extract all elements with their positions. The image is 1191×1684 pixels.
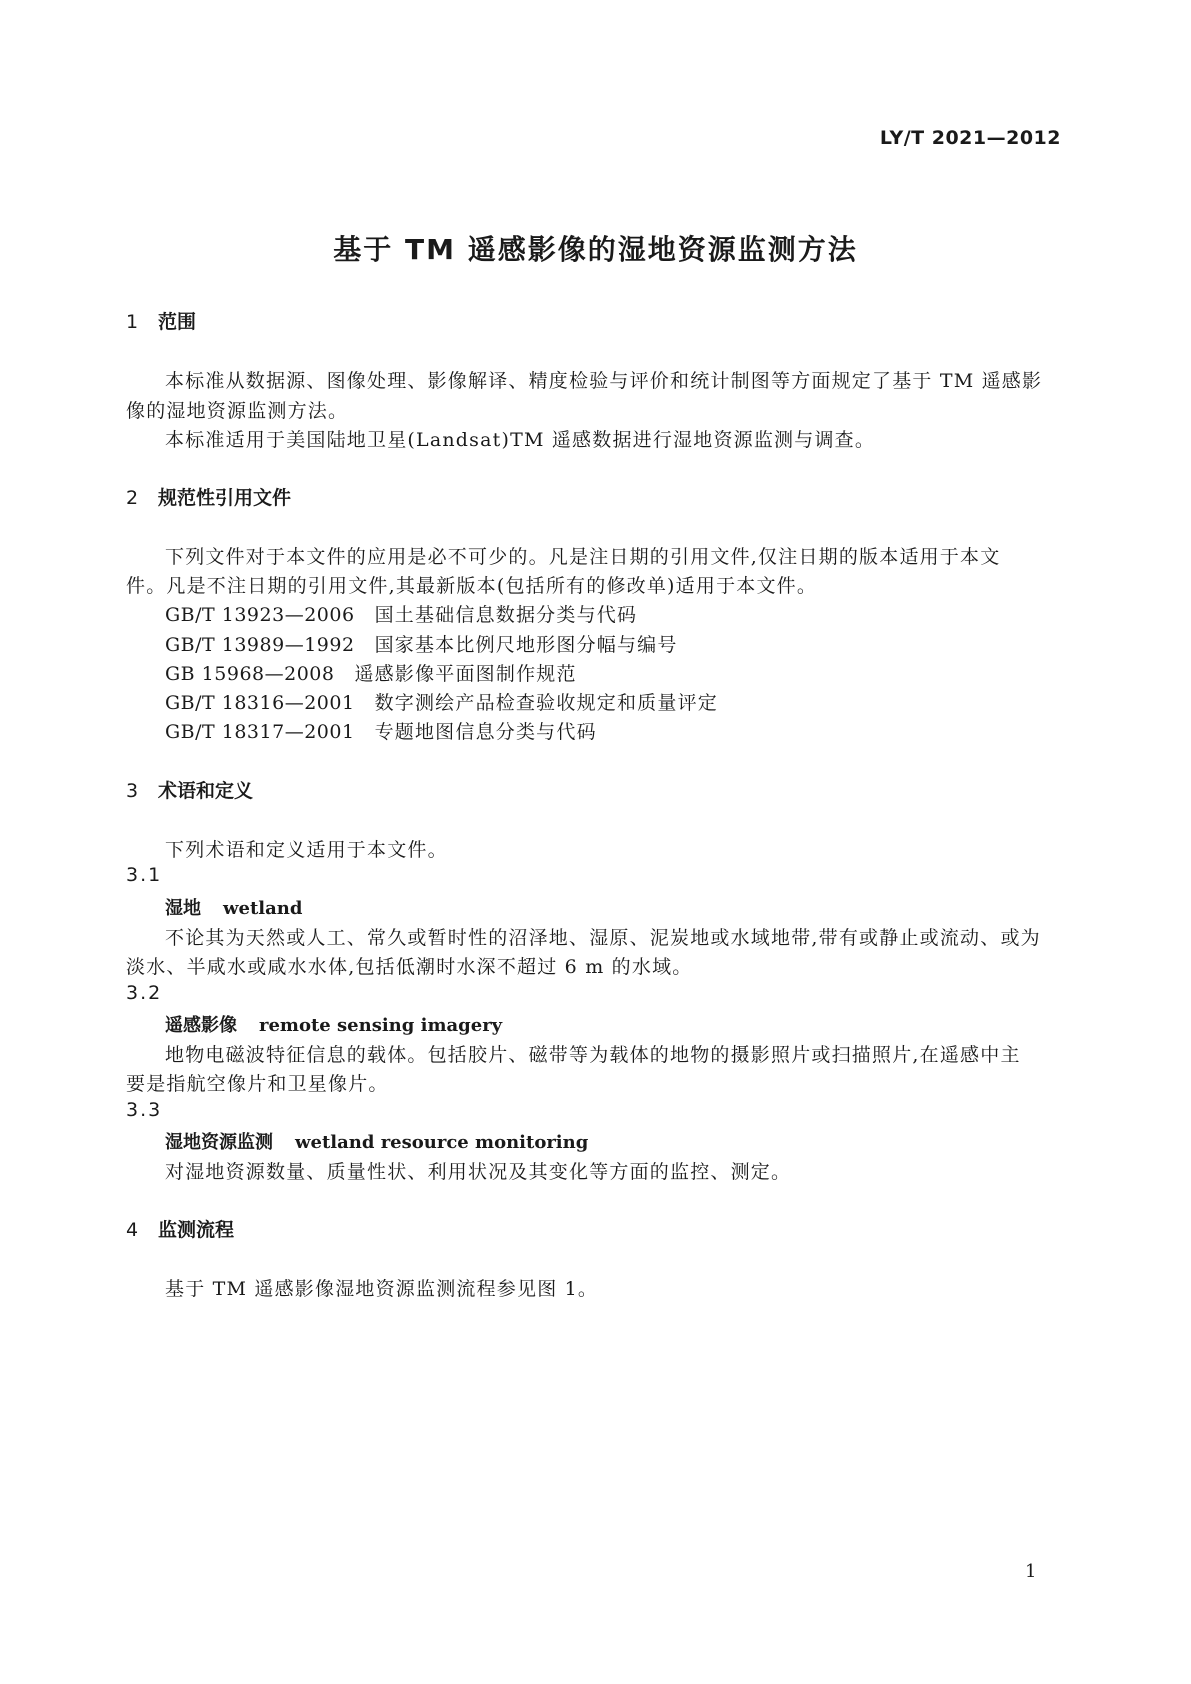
section-2-heading [126,483,291,510]
document-title: 基于 TM 遥感影像的湿地资源监测方法 [333,233,858,266]
definition-line: 不论其为天然或人工、常久或暂时性的沼泽地、湿原、泥炭地或水域地带,带有或静止或流动、或为 [165,927,1041,949]
section-number: 3 [126,780,139,802]
term-en: wetland [223,898,303,919]
term-entry [165,1128,588,1154]
paragraph-line: 像的湿地资源监测方法。 [126,400,349,422]
reference-code: GB/T 13989—1992 [165,634,355,656]
reference-code: GB 15968—2008 [165,663,335,685]
section-number: 1 [126,311,139,333]
paragraph-line: 基于 TM 遥感影像湿地资源监测流程参见图 1。 [165,1278,599,1300]
reference-item [165,630,678,657]
reference-item [165,688,718,715]
clause-number: 3.1 [126,864,163,886]
section-number: 2 [126,487,139,509]
section-4-heading [126,1215,234,1242]
section-number: 4 [126,1219,139,1241]
term-zh: 湿地 [165,898,201,919]
section-title: 规范性引用文件 [158,487,292,509]
reference-code: GB/T 13923—2006 [165,604,355,626]
section-title: 范围 [158,311,197,333]
standard-code: LY/T 2021—2012 [879,127,1061,149]
definition-line: 要是指航空像片和卫星像片。 [126,1073,389,1095]
paragraph-line: 本标准适用于美国陆地卫星(Landsat)TM 遥感数据进行湿地资源监测与调查。 [165,429,876,451]
section-title: 监测流程 [158,1219,235,1241]
clause-number: 3.3 [126,1099,163,1121]
section-1-heading [126,307,196,334]
definition-line: 淡水、半咸水或咸水水体,包括低潮时水深不超过 6 m 的水域。 [126,956,693,978]
paragraph-line: 本标准从数据源、图像处理、影像解译、精度检验与评价和统计制图等方面规定了基于 TM 遥感影 [165,370,1043,392]
term-en: remote sensing imagery [259,1015,503,1036]
section-title: 术语和定义 [158,780,254,802]
term-zh: 遥感影像 [165,1015,237,1036]
reference-title: 国土基础信息数据分类与代码 [374,604,638,626]
reference-title: 遥感影像平面图制作规范 [354,663,577,685]
section-3-heading [126,776,253,803]
reference-title: 数字测绘产品检查验收规定和质量评定 [374,692,718,714]
definition-line: 地物电磁波特征信息的载体。包括胶片、磁带等为载体的地物的摄影照片或扫描照片,在遥感中主 [165,1044,1021,1066]
term-en: wetland resource monitoring [295,1132,589,1153]
reference-title: 国家基本比例尺地形图分幅与编号 [374,634,678,656]
paragraph-line: 件。凡是不注日期的引用文件,其最新版本(包括所有的修改单)适用于本文件。 [126,575,818,597]
reference-item [165,717,597,744]
reference-code: GB/T 18316—2001 [165,692,355,714]
term-entry [165,894,302,920]
paragraph-line: 下列术语和定义适用于本文件。 [165,839,448,861]
reference-item [165,659,577,686]
reference-code: GB/T 18317—2001 [165,721,355,743]
term-zh: 湿地资源监测 [165,1132,273,1153]
definition-line: 对湿地资源数量、质量性状、利用状况及其变化等方面的监控、测定。 [165,1161,792,1183]
term-entry [165,1011,502,1037]
reference-title: 专题地图信息分类与代码 [374,721,597,743]
reference-item [165,600,637,627]
page-number: 1 [1025,1561,1037,1582]
paragraph-line: 下列文件对于本文件的应用是必不可少的。凡是注日期的引用文件,仅注日期的版本适用于本文 [165,546,1001,568]
clause-number: 3.2 [126,982,163,1004]
